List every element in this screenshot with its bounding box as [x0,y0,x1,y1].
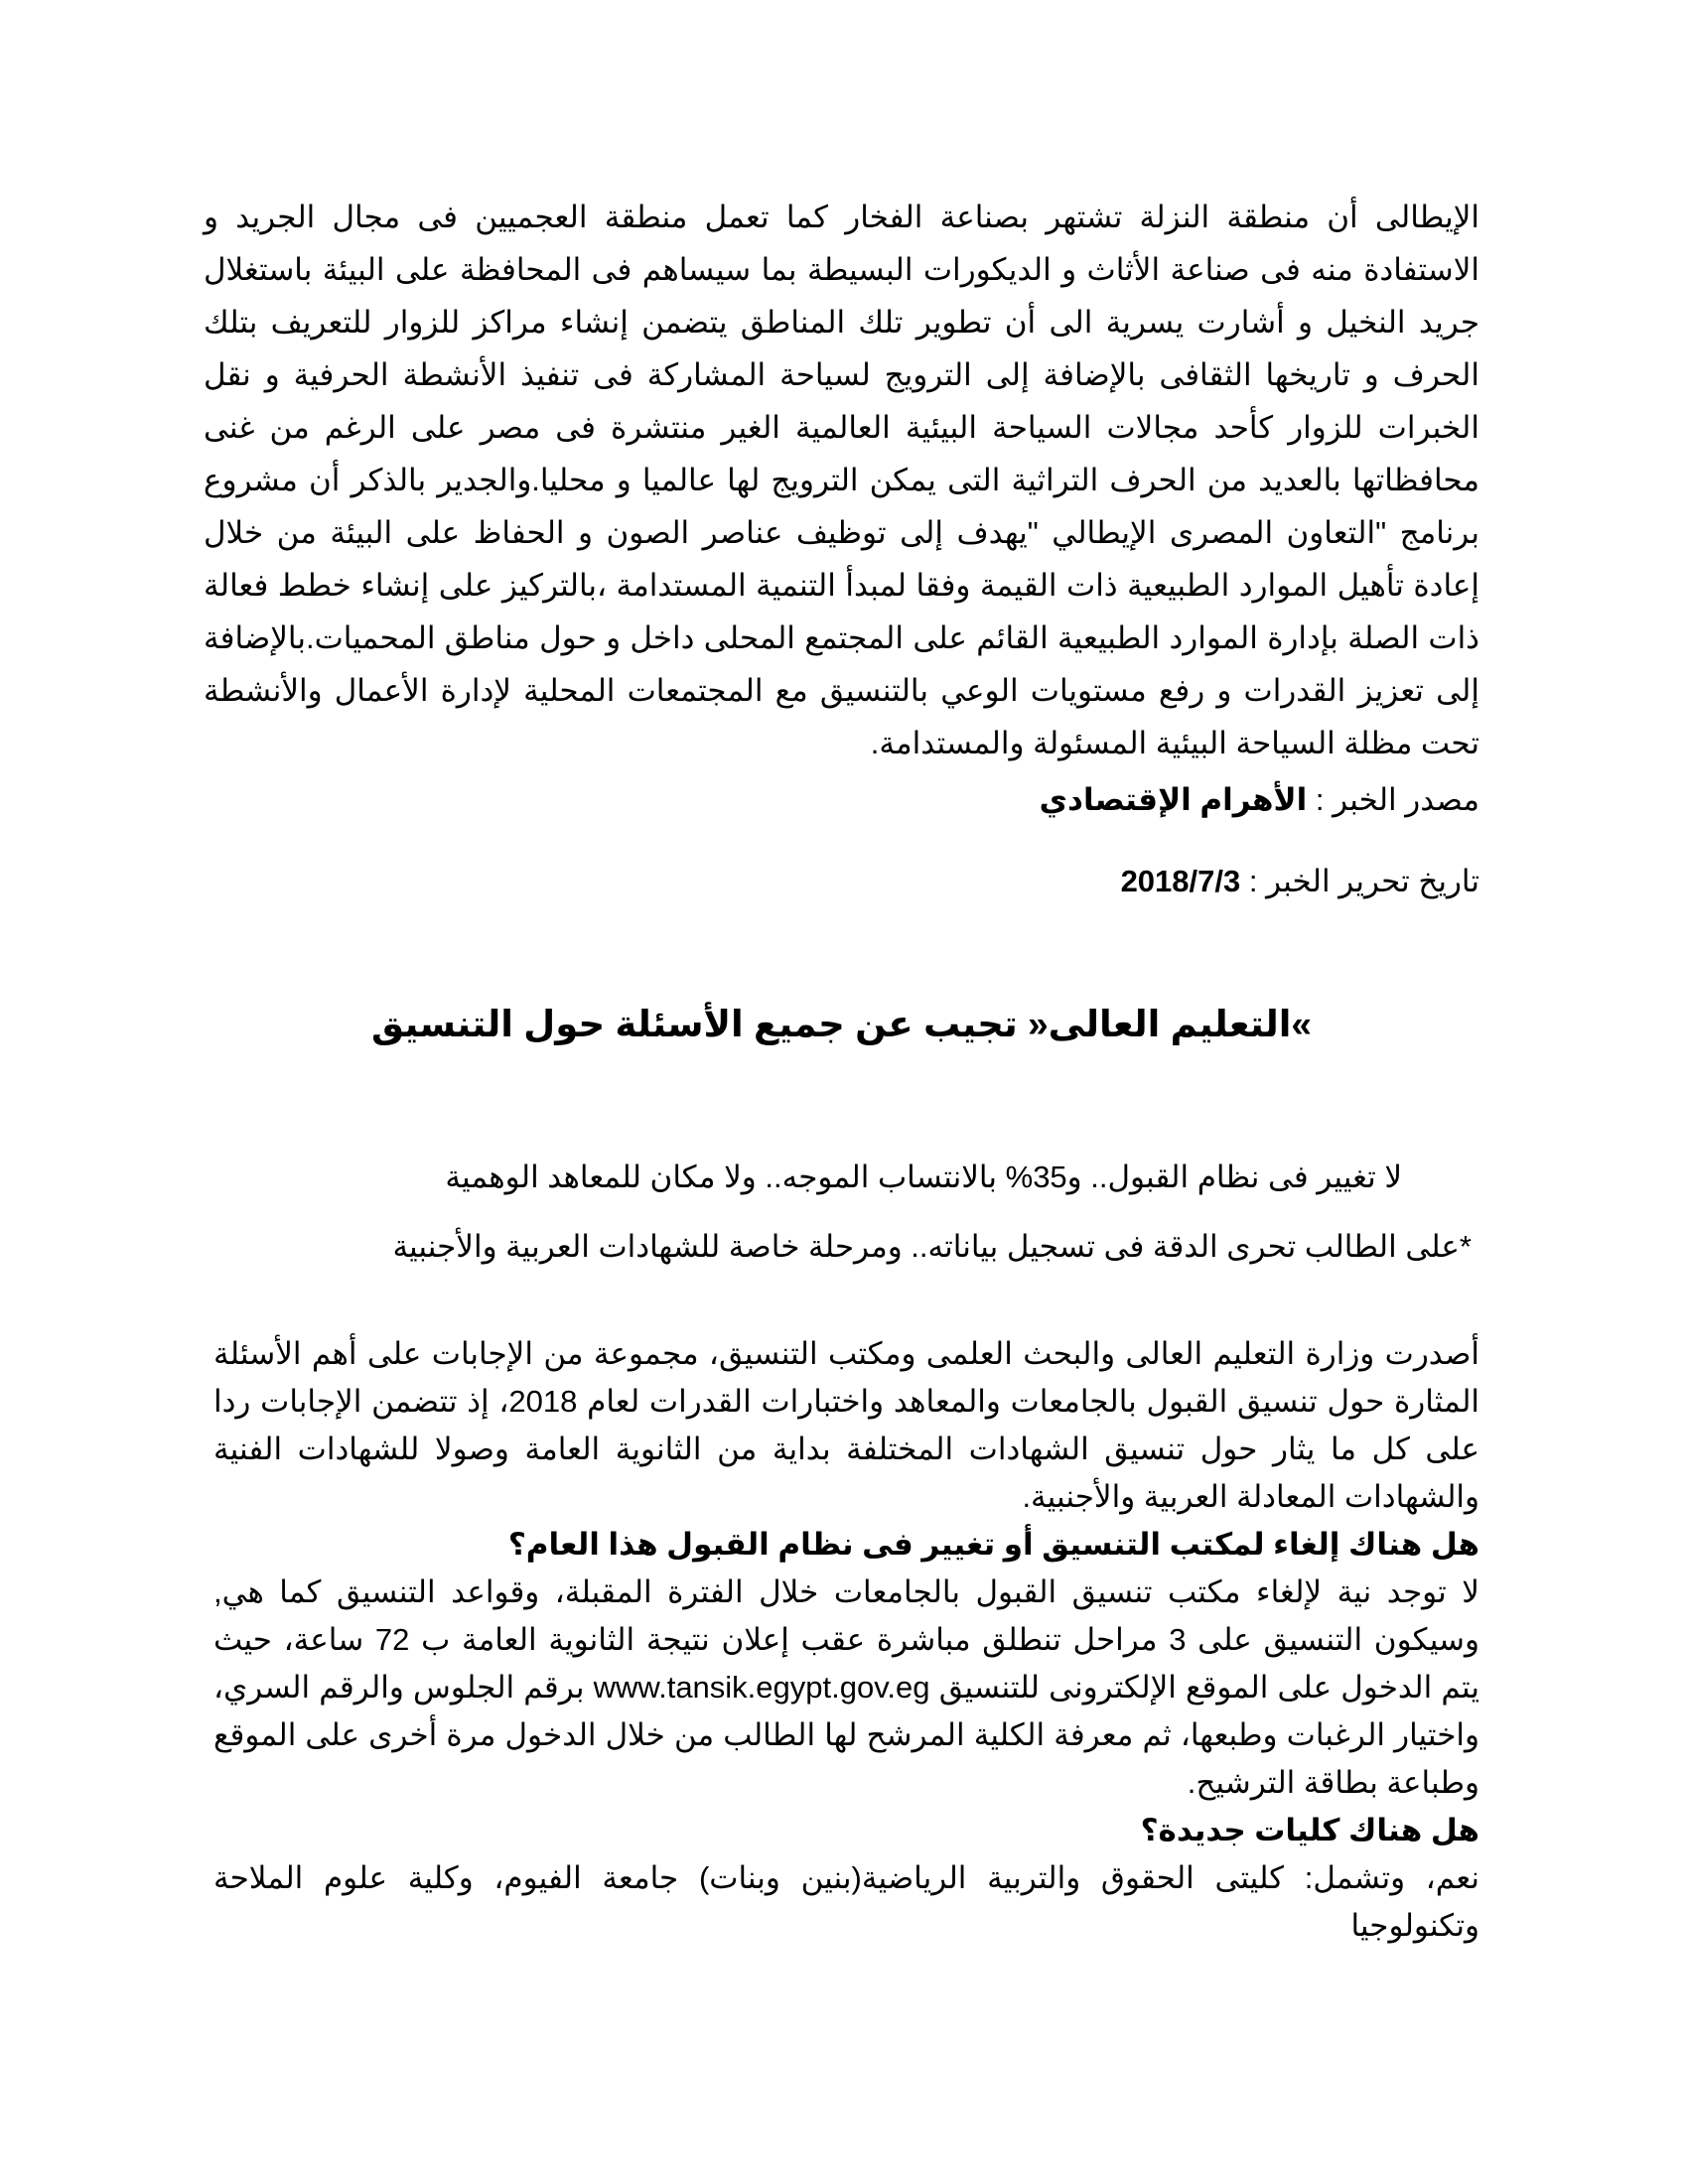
news-date-label: تاريخ تحرير الخبر : [1248,864,1479,898]
tansik-url: www.tansik.egypt.gov.eg [593,1670,930,1705]
answer-1 [213,1569,1479,1807]
article-headline: »التعليم العالى« تجيب عن جميع الأسئلة حول التنسيق [371,1004,1312,1044]
news-source-value: الأهرام الإقتصادي [1039,782,1308,817]
intro-paragraph: أصدرت وزارة التعليم العالى والبحث العلمى ومكتب التنسيق، مجموعة من الإجابات على أهم الأسئلة المثارة حول تنسيق القبول بالجامعات والمعاهد واختبارات القدرات لعام 2018، إذ تتضمن الإجابات ردا على كل ما يثار حول تنسيق الشهادات المختلفة بداية من الثانوية العامة وصولا للشهادات الفنية والشهادات المعادلة العربية والأجنبية. [213,1336,1479,1514]
news-date-value: 2018/7/3 [1120,864,1241,898]
news-date [1121,864,1479,899]
answer-1-part-1: لا توجد نية لإلغاء مكتب تنسيق القبول بالجامعات خلال الفترة المقبلة، وقواعد التنسيق كما هي, وسيكون التنسيق على 3 مراحل تنطلق مباشرة عقب إعلان نتيجة الثانوية العامة ب 72 ساعة، حيث يتم الدخول على الموقع الإلكترونى للتنسيق [213,1574,1480,1705]
question-2: هل هناك كليات جديدة؟ [1140,1813,1479,1847]
subheadline-2: *على الطالب تحرى الدقة فى تسجيل بياناته.. ومرحلة خاصة للشهادات العربية والأجنبية [392,1229,1472,1264]
answer-1-part-2: برقم الجلوس والرقم السري، واختيار الرغبات وطبعها، ثم معرفة الكلية المرشح لها الطالب من خلال الدخول مرة أخرى على الموقع وطباعة بطاقة الترشيح. [213,1670,1479,1800]
news-source-label: مصدر الخبر : [1315,782,1479,817]
article-body [213,1330,1479,1950]
article-paragraph: الإيطالى أن منطقة النزلة تشتهر بصناعة الفخار كما تعمل منطقة العجميين فى مجال الجريد و الاستفادة منه فى صناعة الأثاث و الديكورات البسيطة بما سيساهم فى المحافظة على البيئة باستغلال جريد النخيل و أشارت يسرية الى أن تطوير تلك المناطق يتضمن إنشاء مراكز للزوار للتعريف بتلك الحرف و تاريخها الثقافى بالإضافة إلى الترويج لسياحة المشاركة فى تنفيذ الأنشطة الحرفية و نقل الخبرات للزوار كأحد مجالات السياحة البيئية العالمية الغير منتشرة فى مصر على الرغم من غنى محافظاتها بالعديد من الحرف التراثية التى يمكن الترويج لها عالميا و محليا.والجدير بالذكر أن مشروع برنامج "التعاون المصرى الإيطالي "يهدف إلى توظيف عناصر الصون و الحفاظ على البيئة من خلال إعادة تأهيل الموارد الطبيعية ذات القيمة وفقا لمبدأ التنمية المستدامة ،بالتركيز على إنشاء خطط فعالة ذات الصلة بإدارة الموارد الطبيعية القائم على المجتمع المحلى داخل و حول مناطق المحميات.بالإضافة إلى تعزيز القدرات و رفع مستويات الوعي بالتنسيق مع المجتمعات المحلية لإدارة الأعمال والأنشطة تحت مظلة السياحة البيئية المسئولة والمستدامة. [204,200,1480,760]
answer-2: نعم، وتشمل: كليتى الحقوق والتربية الرياضية(بنين وبنات) جامعة الفيوم، وكلية علوم الملاحة وتكنولوجيا [213,1860,1479,1943]
subheadline-1: لا تغيير فى نظام القبول.. و35% بالانتساب الموجه.. ولا مكان للمعاهد الوهمية [445,1160,1402,1194]
news-source [1040,782,1479,818]
question-1: هل هناك إلغاء لمكتب التنسيق أو تغيير فى نظام القبول هذا العام؟ [507,1527,1479,1562]
